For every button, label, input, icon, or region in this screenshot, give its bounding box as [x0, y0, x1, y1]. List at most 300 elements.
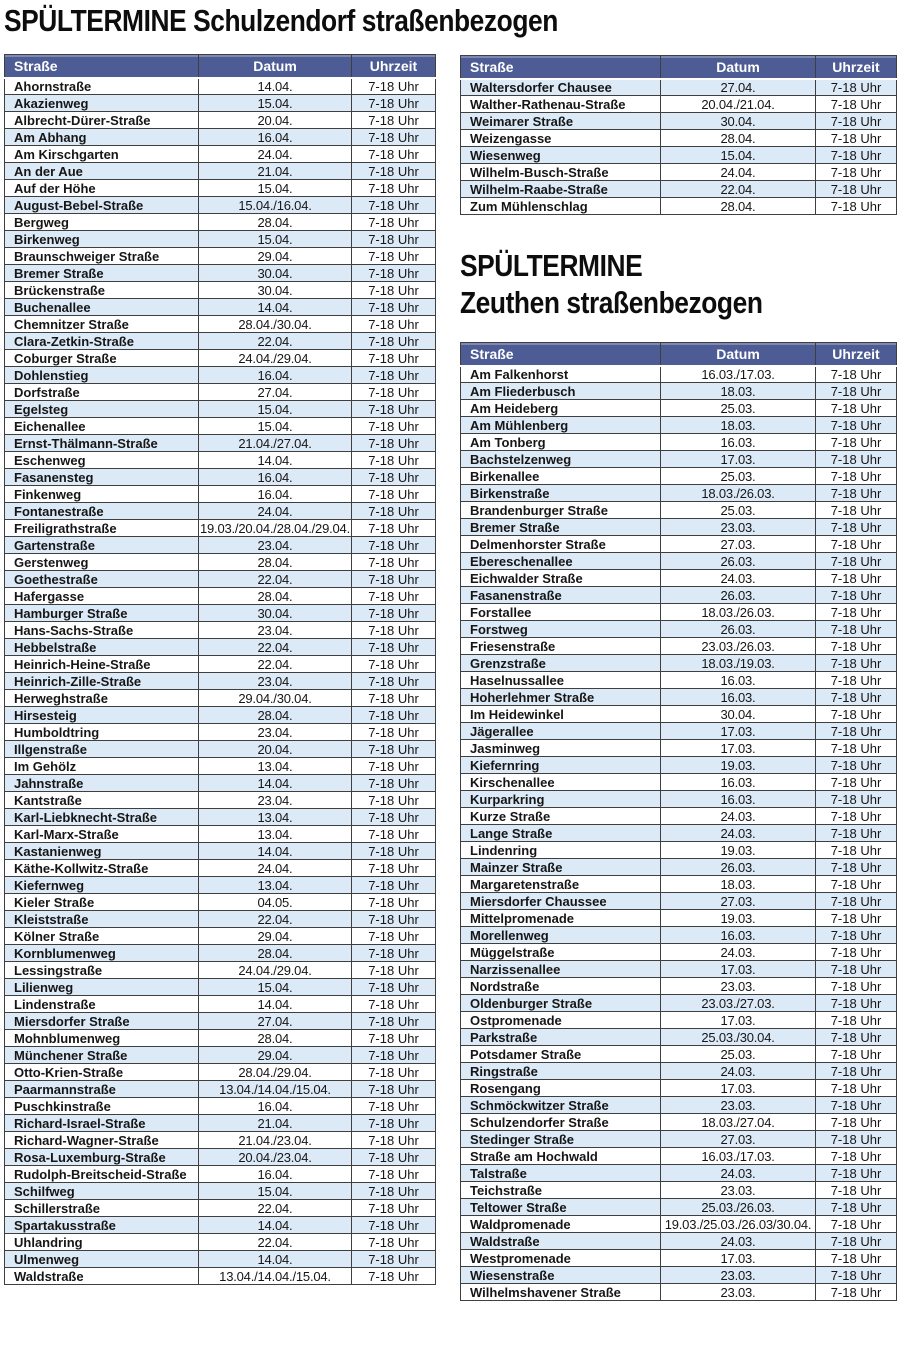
time-cell: 7-18 Uhr — [816, 485, 897, 502]
table-row — [461, 995, 897, 1012]
table-row — [461, 468, 897, 485]
time-cell: 7-18 Uhr — [816, 995, 897, 1012]
table-row — [5, 962, 436, 979]
page-title-schulzendorf: SPÜLTERMINE Schulzendorf straßenbezogen — [4, 3, 558, 38]
time-cell: 7-18 Uhr — [816, 502, 897, 519]
date-cell: 24.03. — [661, 1165, 816, 1182]
table-row — [5, 435, 436, 452]
time-cell: 7-18 Uhr — [352, 282, 436, 299]
date-cell: 16.03. — [661, 791, 816, 808]
table-row — [5, 265, 436, 282]
street-cell: Birkenallee — [461, 468, 661, 485]
table-row — [5, 588, 436, 605]
table-row — [461, 689, 897, 706]
date-cell: 21.04./23.04. — [199, 1132, 352, 1149]
street-cell: Delmenhorster Straße — [461, 536, 661, 553]
table-row — [461, 621, 897, 638]
time-cell: 7-18 Uhr — [352, 656, 436, 673]
date-cell: 23.03. — [661, 519, 816, 536]
date-cell: 15.04. — [199, 180, 352, 197]
time-cell: 7-18 Uhr — [352, 1098, 436, 1115]
street-cell: Stedinger Straße — [461, 1131, 661, 1148]
time-cell: 7-18 Uhr — [816, 181, 897, 198]
table-row — [461, 451, 897, 468]
table-row — [461, 1216, 897, 1233]
date-cell: 14.04. — [199, 996, 352, 1013]
street-cell: Mohnblumenweg — [5, 1030, 199, 1047]
date-cell: 19.03./20.04./28.04./29.04. — [199, 520, 350, 536]
street-cell: Oldenburger Straße — [461, 995, 661, 1012]
time-cell: 7-18 Uhr — [352, 197, 436, 214]
street-cell: Lilienweg — [5, 979, 199, 996]
street-cell: Ringstraße — [461, 1063, 661, 1080]
time-cell: 7-18 Uhr — [816, 147, 897, 164]
street-cell: Wilhelm-Raabe-Straße — [461, 181, 661, 198]
date-cell: 23.03. — [661, 1267, 816, 1284]
table-row — [461, 502, 897, 519]
time-cell: 7-18 Uhr — [816, 79, 897, 96]
street-cell: Kastanienweg — [5, 843, 199, 860]
time-cell: 7-18 Uhr — [816, 130, 897, 147]
time-cell: 7-18 Uhr — [352, 1132, 436, 1149]
date-cell: 14.04. — [199, 1217, 352, 1234]
table-row — [461, 672, 897, 689]
street-cell: Bremer Straße — [461, 519, 661, 536]
street-cell: Im Gehölz — [5, 758, 199, 775]
time-cell: 7-18 Uhr — [352, 248, 436, 265]
time-cell: 7-18 Uhr — [816, 383, 897, 400]
street-cell: Schilfweg — [5, 1183, 199, 1200]
date-cell: 16.03. — [661, 689, 816, 706]
date-cell: 26.03. — [661, 621, 816, 638]
time-cell: 7-18 Uhr — [816, 1267, 897, 1284]
date-cell: 16.03. — [661, 927, 816, 944]
date-cell: 18.03./26.03. — [661, 604, 816, 621]
table-row — [461, 893, 897, 910]
time-cell: 7-18 Uhr — [352, 741, 436, 758]
date-cell: 22.04. — [661, 181, 816, 198]
time-cell: 7-18 Uhr — [352, 163, 436, 180]
street-column-header: Straße — [5, 55, 199, 78]
table-row — [5, 928, 436, 945]
time-cell: 7-18 Uhr — [352, 877, 436, 894]
date-cell: 13.04. — [199, 826, 352, 843]
table-row — [461, 859, 897, 876]
date-column-header: Datum — [661, 56, 816, 79]
date-cell: 28.04. — [661, 130, 816, 147]
table-header-row — [461, 343, 897, 366]
time-column-header: Uhrzeit — [816, 56, 897, 79]
time-cell: 7-18 Uhr — [352, 384, 436, 401]
street-cell: Forstweg — [461, 621, 661, 638]
street-cell: Forstallee — [461, 604, 661, 621]
time-cell: 7-18 Uhr — [816, 1114, 897, 1131]
table-row — [5, 163, 436, 180]
street-cell: Wilhelm-Busch-Straße — [461, 164, 661, 181]
street-cell: Walther-Rathenau-Straße — [461, 96, 661, 113]
date-cell: 16.03. — [661, 434, 816, 451]
table-row — [461, 1250, 897, 1267]
time-column-header: Uhrzeit — [352, 55, 436, 78]
street-cell: Hamburger Straße — [5, 605, 199, 622]
date-cell: 23.04. — [199, 673, 352, 690]
time-cell: 7-18 Uhr — [352, 1183, 436, 1200]
table-row — [461, 961, 897, 978]
date-cell: 27.03. — [661, 1131, 816, 1148]
table-row — [5, 367, 436, 384]
table-row — [461, 417, 897, 434]
date-cell: 19.03./25.03./26.03/30.04. — [661, 1216, 816, 1233]
street-cell: Chemnitzer Straße — [5, 316, 199, 333]
date-cell: 26.03. — [661, 587, 816, 604]
table-row — [5, 180, 436, 197]
street-cell: Buchenallee — [5, 299, 199, 316]
street-cell: Eschenweg — [5, 452, 199, 469]
time-cell: 7-18 Uhr — [352, 809, 436, 826]
time-cell: 7-18 Uhr — [352, 537, 436, 554]
date-column-header: Datum — [661, 343, 816, 366]
time-cell: 7-18 Uhr — [352, 911, 436, 928]
time-cell: 7-18 Uhr — [352, 1200, 436, 1217]
table-row — [461, 366, 897, 383]
date-cell: 22.04. — [199, 656, 352, 673]
time-cell: 7-18 Uhr — [816, 859, 897, 876]
street-cell: Kiefernweg — [5, 877, 199, 894]
table-row — [461, 757, 897, 774]
table-row — [5, 1251, 436, 1268]
time-cell: 7-18 Uhr — [816, 876, 897, 893]
table-row — [5, 1149, 436, 1166]
date-cell: 23.04. — [199, 724, 352, 741]
table-row — [461, 1267, 897, 1284]
table-row — [5, 622, 436, 639]
date-cell: 22.04. — [199, 333, 352, 350]
time-cell: 7-18 Uhr — [352, 1166, 436, 1183]
street-cell: Auf der Höhe — [5, 180, 199, 197]
time-cell: 7-18 Uhr — [816, 1182, 897, 1199]
date-cell: 28.04. — [199, 588, 352, 605]
date-cell: 28.04. — [199, 1030, 352, 1047]
street-cell: Kornblumenweg — [5, 945, 199, 962]
table-row — [461, 978, 897, 995]
date-cell: 20.04. — [199, 741, 352, 758]
table-row — [461, 774, 897, 791]
table-row — [5, 1217, 436, 1234]
street-cell: Waldstraße — [461, 1233, 661, 1250]
date-cell: 25.03./26.03. — [661, 1199, 816, 1216]
table-row — [5, 571, 436, 588]
date-cell: 27.04. — [661, 79, 816, 96]
street-cell: Im Heidewinkel — [461, 706, 661, 723]
street-cell: Grenzstraße — [461, 655, 661, 672]
date-cell: 17.03. — [661, 451, 816, 468]
date-cell: 21.04./27.04. — [199, 435, 352, 452]
time-cell: 7-18 Uhr — [816, 689, 897, 706]
time-cell: 7-18 Uhr — [352, 1047, 436, 1064]
date-cell: 17.03. — [661, 723, 816, 740]
street-cell: Rosa-Luxemburg-Straße — [5, 1149, 199, 1166]
street-cell: Miersdorfer Straße — [5, 1013, 199, 1030]
time-cell: 7-18 Uhr — [352, 1217, 436, 1234]
time-cell: 7-18 Uhr — [352, 588, 436, 605]
time-cell: 7-18 Uhr — [816, 1233, 897, 1250]
date-cell: 15.04. — [199, 979, 352, 996]
date-cell: 17.03. — [661, 1250, 816, 1267]
time-cell: 7-18 Uhr — [352, 265, 436, 282]
street-cell: Dohlenstieg — [5, 367, 199, 384]
time-cell: 7-18 Uhr — [816, 366, 897, 383]
street-cell: Käthe-Kollwitz-Straße — [5, 860, 199, 877]
table-header-row — [461, 56, 897, 79]
time-cell: 7-18 Uhr — [352, 1030, 436, 1047]
time-cell: 7-18 Uhr — [352, 622, 436, 639]
time-cell: 7-18 Uhr — [816, 774, 897, 791]
date-cell: 14.04. — [199, 775, 352, 792]
time-cell: 7-18 Uhr — [352, 1268, 436, 1285]
table-row — [5, 1064, 436, 1081]
street-cell: Ostpromenade — [461, 1012, 661, 1029]
table-row — [461, 791, 897, 808]
time-cell: 7-18 Uhr — [352, 1081, 436, 1098]
date-cell: 25.03. — [661, 468, 816, 485]
date-cell: 23.03./26.03. — [661, 638, 816, 655]
street-cell: Zum Mühlenschlag — [461, 198, 661, 215]
table-row — [461, 740, 897, 757]
time-cell: 7-18 Uhr — [352, 962, 436, 979]
table-row — [461, 181, 897, 198]
date-cell: 16.04. — [199, 469, 352, 486]
time-cell: 7-18 Uhr — [816, 978, 897, 995]
table-row — [461, 706, 897, 723]
date-cell: 17.03. — [661, 1080, 816, 1097]
street-cell: Karl-Liebknecht-Straße — [5, 809, 199, 826]
time-cell: 7-18 Uhr — [816, 1029, 897, 1046]
date-cell: 30.04. — [661, 113, 816, 130]
street-cell: Finkenweg — [5, 486, 199, 503]
table-row — [461, 1284, 897, 1301]
date-cell: 27.03. — [661, 536, 816, 553]
time-cell: 7-18 Uhr — [352, 894, 436, 911]
date-cell: 28.04. — [199, 707, 352, 724]
schulzendorf-table-left — [4, 54, 436, 1285]
street-cell: Morellenweg — [461, 927, 661, 944]
date-cell: 18.03. — [661, 417, 816, 434]
date-cell: 16.04. — [199, 1166, 352, 1183]
table-row — [5, 418, 436, 435]
date-cell: 24.03. — [661, 808, 816, 825]
date-cell: 24.03. — [661, 1063, 816, 1080]
time-cell: 7-18 Uhr — [816, 910, 897, 927]
table-row — [5, 197, 436, 214]
table-row — [461, 79, 897, 96]
street-cell: Schillerstraße — [5, 1200, 199, 1217]
time-cell: 7-18 Uhr — [816, 604, 897, 621]
table-row — [461, 164, 897, 181]
time-cell: 7-18 Uhr — [352, 78, 436, 95]
time-cell: 7-18 Uhr — [352, 826, 436, 843]
date-cell: 28.04./29.04. — [199, 1064, 352, 1081]
street-cell: Münchener Straße — [5, 1047, 199, 1064]
street-cell: Birkenweg — [5, 231, 199, 248]
date-cell: 15.04. — [199, 231, 352, 248]
table-row — [5, 809, 436, 826]
street-cell: Waldstraße — [5, 1268, 199, 1285]
street-cell: Paarmannstraße — [5, 1081, 199, 1098]
date-cell: 14.04. — [199, 843, 352, 860]
date-cell: 16.03. — [661, 672, 816, 689]
table-row — [5, 656, 436, 673]
street-cell: Friesenstraße — [461, 638, 661, 655]
time-cell: 7-18 Uhr — [352, 418, 436, 435]
time-cell: 7-18 Uhr — [352, 979, 436, 996]
time-cell: 7-18 Uhr — [352, 860, 436, 877]
date-cell: 24.04. — [661, 164, 816, 181]
street-cell: Richard-Wagner-Straße — [5, 1132, 199, 1149]
time-cell: 7-18 Uhr — [352, 928, 436, 945]
street-cell: Jasminweg — [461, 740, 661, 757]
street-cell: Jägerallee — [461, 723, 661, 740]
date-cell: 24.04. — [199, 503, 352, 520]
table-row — [5, 214, 436, 231]
street-cell: Kleiststraße — [5, 911, 199, 928]
table-row — [5, 520, 436, 537]
street-cell: Weizengasse — [461, 130, 661, 147]
date-cell: 29.04. — [199, 1047, 352, 1064]
date-cell: 15.04. — [199, 95, 352, 112]
table-row — [5, 112, 436, 129]
table-row — [461, 1080, 897, 1097]
street-cell: Am Falkenhorst — [461, 366, 661, 383]
table-row — [5, 1098, 436, 1115]
time-cell: 7-18 Uhr — [352, 435, 436, 452]
time-cell: 7-18 Uhr — [352, 1064, 436, 1081]
street-cell: Wiesenstraße — [461, 1267, 661, 1284]
street-cell: Parkstraße — [461, 1029, 661, 1046]
street-column-header: Straße — [461, 343, 661, 366]
table-row — [5, 996, 436, 1013]
date-cell: 28.04. — [199, 945, 352, 962]
table-row — [5, 1115, 436, 1132]
street-cell: Lindenstraße — [5, 996, 199, 1013]
street-cell: Freiligrathstraße — [5, 520, 199, 537]
table-row — [461, 825, 897, 842]
time-cell: 7-18 Uhr — [352, 333, 436, 350]
date-cell: 18.03./19.03. — [661, 655, 816, 672]
time-cell: 7-18 Uhr — [816, 587, 897, 604]
time-cell: 7-18 Uhr — [352, 639, 436, 656]
time-cell: 7-18 Uhr — [352, 673, 436, 690]
street-cell: Puschkinstraße — [5, 1098, 199, 1115]
date-cell: 17.03. — [661, 740, 816, 757]
time-cell: 7-18 Uhr — [816, 519, 897, 536]
table-row — [5, 1013, 436, 1030]
table-row — [5, 486, 436, 503]
table-row — [461, 536, 897, 553]
time-cell: 7-18 Uhr — [352, 401, 436, 418]
table-row — [461, 1148, 897, 1165]
date-cell: 14.04. — [199, 452, 352, 469]
street-cell: Am Heideberg — [461, 400, 661, 417]
table-row — [461, 587, 897, 604]
page-title-zeuthen-line2: Zeuthen straßenbezogen — [460, 285, 763, 320]
time-cell: 7-18 Uhr — [816, 198, 897, 215]
date-cell: 22.04. — [199, 639, 352, 656]
street-cell: Weimarer Straße — [461, 113, 661, 130]
street-cell: Bachstelzenweg — [461, 451, 661, 468]
table-row — [5, 384, 436, 401]
street-cell: Heinrich-Heine-Straße — [5, 656, 199, 673]
time-cell: 7-18 Uhr — [352, 214, 436, 231]
date-cell: 30.04. — [199, 605, 352, 622]
street-cell: Akazienweg — [5, 95, 199, 112]
street-cell: Narzissenallee — [461, 961, 661, 978]
street-cell: Westpromenade — [461, 1250, 661, 1267]
time-cell: 7-18 Uhr — [352, 690, 436, 707]
table-row — [5, 860, 436, 877]
table-row — [5, 1183, 436, 1200]
date-cell: 24.03. — [661, 570, 816, 587]
table-row — [461, 198, 897, 215]
street-cell: Dorfstraße — [5, 384, 199, 401]
date-cell: 23.04. — [199, 622, 352, 639]
time-cell: 7-18 Uhr — [816, 553, 897, 570]
time-cell: 7-18 Uhr — [816, 434, 897, 451]
street-cell: Karl-Marx-Straße — [5, 826, 199, 843]
table-row — [461, 1046, 897, 1063]
date-cell: 13.04. — [199, 877, 352, 894]
time-cell: 7-18 Uhr — [352, 231, 436, 248]
street-cell: Am Tonberg — [461, 434, 661, 451]
table-row — [461, 910, 897, 927]
date-cell: 18.03./26.03. — [661, 485, 816, 502]
table-row — [5, 792, 436, 809]
date-cell: 15.04. — [661, 147, 816, 164]
street-cell: August-Bebel-Straße — [5, 197, 199, 214]
time-cell: 7-18 Uhr — [352, 486, 436, 503]
table-row — [461, 655, 897, 672]
table-row — [5, 1030, 436, 1047]
street-cell: Coburger Straße — [5, 350, 199, 367]
table-row — [5, 248, 436, 265]
date-cell: 19.03. — [661, 757, 816, 774]
street-cell: Kirschenallee — [461, 774, 661, 791]
date-cell: 18.03./27.04. — [661, 1114, 816, 1131]
street-cell: Uhlandring — [5, 1234, 199, 1251]
date-cell: 16.03./17.03. — [661, 366, 816, 383]
street-cell: Bremer Straße — [5, 265, 199, 282]
street-cell: Schmöckwitzer Straße — [461, 1097, 661, 1114]
time-cell: 7-18 Uhr — [816, 1148, 897, 1165]
date-cell: 23.03./27.03. — [661, 995, 816, 1012]
street-cell: Jahnstraße — [5, 775, 199, 792]
street-cell: Straße am Hochwald — [461, 1148, 661, 1165]
street-cell: Herweghstraße — [5, 690, 199, 707]
table-row — [5, 1234, 436, 1251]
time-column-header: Uhrzeit — [816, 343, 897, 366]
table-row — [5, 843, 436, 860]
time-cell: 7-18 Uhr — [352, 775, 436, 792]
time-cell: 7-18 Uhr — [352, 1149, 436, 1166]
table-row — [461, 1063, 897, 1080]
street-cell: Brandenburger Straße — [461, 502, 661, 519]
table-row — [461, 1114, 897, 1131]
date-cell: 28.04. — [661, 198, 816, 215]
street-cell: Kurparkring — [461, 791, 661, 808]
date-cell: 16.04. — [199, 129, 352, 146]
table-row — [5, 1166, 436, 1183]
table-row — [461, 485, 897, 502]
time-cell: 7-18 Uhr — [352, 452, 436, 469]
